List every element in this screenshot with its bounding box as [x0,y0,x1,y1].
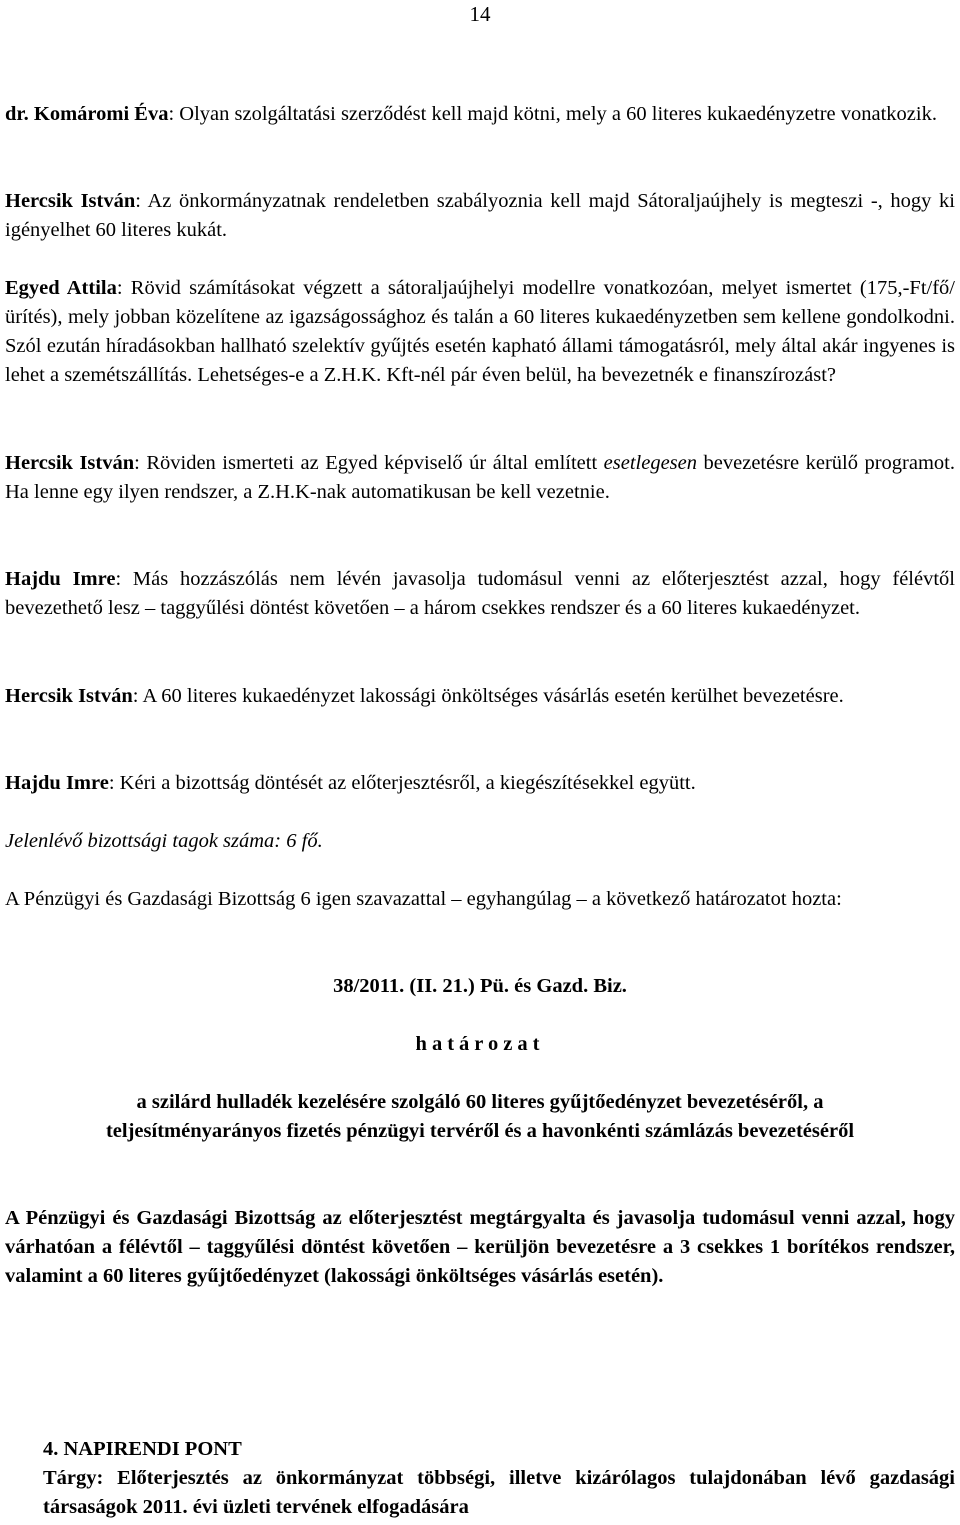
resolution-number: 38/2011. (II. 21.) Pü. és Gazd. Biz. [333,975,627,997]
paragraph-hercsik-3 [5,682,955,711]
speech-text: bevezetésre kerülő programot. Ha lenne egy ilyen rendszer, a Z.H.K-nak automatikusan be kell vezetnie. [5,452,956,503]
paragraph-hercsik-2 [5,449,955,507]
italic-word: esetlegesen [603,452,698,474]
resolution-subject-line-2: teljesítményarányos fizetés pénzügyi tervéről és a havonkénti számlázás bevezetéséről [105,1120,855,1142]
speech-text: : A 60 literes kukaedényzet lakossági önköltséges vásárlás esetén kerülhet bevezetésre. [132,685,844,707]
page-number: 14 [469,2,491,26]
agenda-subject: Tárgy: Előterjesztés az önkormányzat többségi, illetve kizárólagos tulajdonában lévő gazdasági társaságok 2011. évi üzleti tervének elfogadására [43,1467,955,1518]
speaker-name: Hajdu Imre [5,568,116,590]
paragraph-hercsik-1 [5,187,955,245]
paragraph-hajdu-2 [5,769,955,798]
paragraph-egyed [5,274,955,390]
resolution-text: A Pénzügyi és Gazdasági Bizottság az előterjesztést megtárgyalta és javasolja tudomásul venni azzal, hogy várhatóan a félévtől – taggyűlési döntést követően – kerüljön bevezetésre a 3 csekkes 1 borítékos rendszer, valamint a 60 literes gyűjtőedényzet (lakossági önköltséges vásárlás esetén). [5,1207,955,1287]
attendance-line: Jelenlévő bizottsági tagok száma: 6 fő. [5,830,323,852]
speaker-name: Hajdu Imre [5,772,109,794]
agenda-heading: 4. NAPIRENDI PONT [43,1438,242,1460]
resolution-subject [5,1088,955,1146]
speech-text: : Az önkormányzatnak rendeletben szabályoznia kell majd Sátoraljaújhely is megteszi -, hogy ki igényelhet 60 literes kukát. [5,190,955,241]
paragraph-komaromi [5,100,955,129]
speaker-name: Hercsik István [5,685,133,707]
speech-text: : Röviden ismerteti az Egyed képviselő úr által említett [134,452,604,474]
speaker-name: dr. Komáromi Éva [5,103,169,125]
resolution-subject-line-1: a szilárd hulladék kezelésére szolgáló 60 literes gyűjtőedényzet bevezetéséről, a [136,1091,824,1113]
speech-text: : Rövid számításokat végzett a sátoraljaújhelyi modellre vonatkozóan, melyet ismertet (175,-Ft/fő/ürítés), mely jobban közelítene az igazságossághoz és talán a 60 literes kukaedényzetben sem kellene gondolkodni. Szól ezután híradásokban hallható szelektív gyűjtés esetén kapható állami támogatásról, mely által akár ingyenes is lehet a szemétszállítás. Lehetséges-e a Z.H.K. Kft-nél pár éven belül, ha bevezetnék e finanszírozást? [5,277,955,386]
speech-text: : Olyan szolgáltatási szerződést kell majd kötni, mely a 60 literes kukaedényzetre vonatkozik. [168,103,937,125]
vote-statement: A Pénzügyi és Gazdasági Bizottság 6 igen szavazattal – egyhangúlag – a következő határozatot hozta: [5,888,842,910]
speaker-name: Hercsik István [5,190,136,212]
paragraph-hajdu-1 [5,565,955,623]
resolution-title: határozat [415,1033,545,1055]
speech-text: : Kéri a bizottság döntését az előterjesztésről, a kiegészítésekkel együtt. [108,772,696,794]
speaker-name: Egyed Attila [5,277,117,299]
speaker-name: Hercsik István [5,452,135,474]
speech-text: : Más hozzászólás nem lévén javasolja tudomásul venni az előterjesztést azzal, hogy félévtől bevezethető lesz – taggyűlési döntést követően – a három csekkes rendszer és a 60 literes kukaedényzet. [5,568,955,619]
